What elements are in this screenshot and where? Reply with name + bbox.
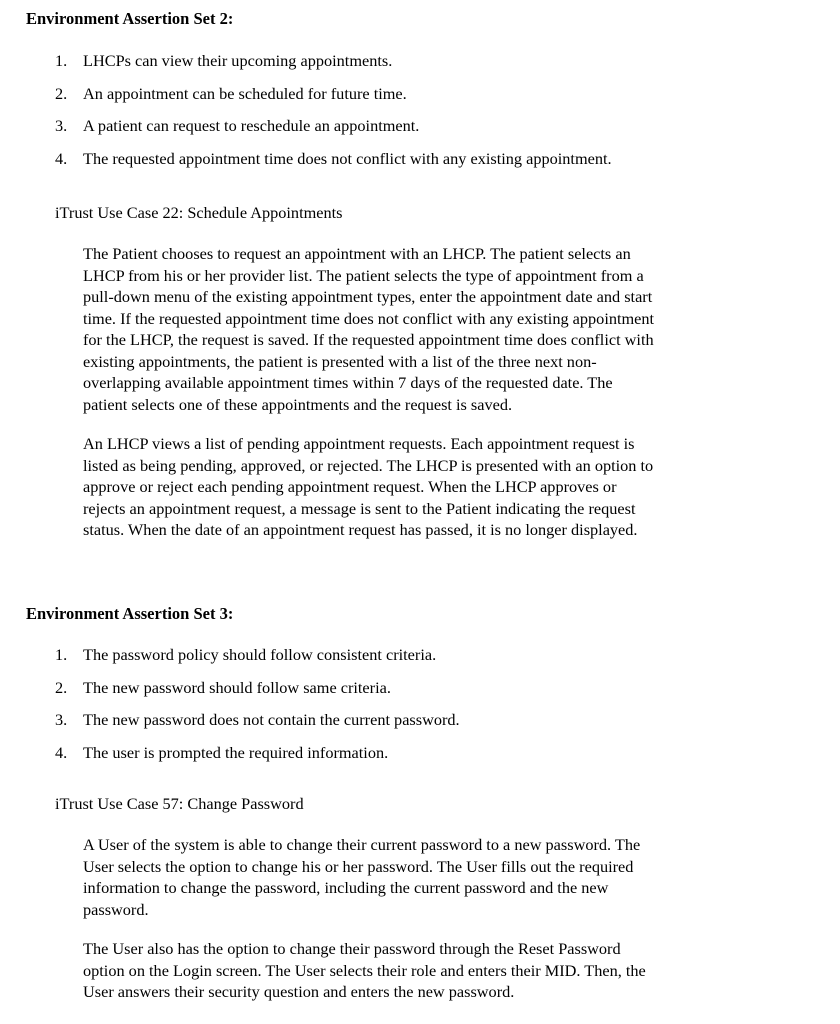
paragraph-line: patient selects one of these appointments and the request is saved. [83, 394, 513, 414]
paragraph-line: option on the Login screen. The User selects their role and enters their MID. Then, the [83, 960, 646, 980]
paragraph-line: listed as being pending, approved, or rejected. The LHCP is presented with an option to [83, 455, 654, 475]
assertion-text: LHCPs can view their upcoming appointments. [83, 51, 393, 70]
assertion-text: A patient can request to reschedule an appointment. [83, 116, 420, 135]
paragraph-line: existing appointments, the patient is presented with a list of the three next non- [83, 351, 597, 371]
assertion-text: The new password does not contain the current password. [83, 710, 460, 729]
assertion-number: 2. [55, 83, 68, 103]
use-case-57-paragraph-1 [83, 834, 753, 920]
use-case-22-body [83, 243, 753, 559]
paragraph-line: rejects an appointment request, a message is sent to the Patient indicating the request [83, 498, 636, 518]
use-case-57-title: iTrust Use Case 57: Change Password [55, 794, 304, 813]
paragraph-line: approve or reject each pending appointment request. When the LHCP approves or [83, 477, 617, 496]
paragraph-line: User answers their security question and enters the new password. [83, 982, 515, 1001]
set3-assertion-1 [55, 644, 460, 677]
set2-assertion-1 [55, 50, 612, 83]
set2-heading: Environment Assertion Set 2: [26, 9, 234, 28]
paragraph-line: User selects the option to change his or her password. The User fills out the required [83, 856, 634, 876]
assertion-text: The user is prompted the required information. [83, 742, 389, 762]
set3-heading: Environment Assertion Set 3: [26, 604, 234, 623]
set2-assertion-list [55, 50, 612, 180]
assertion-text: The requested appointment time does not conflict with any existing appointment. [83, 148, 612, 168]
assertion-number: 1. [55, 645, 68, 664]
set3-assertion-4 [55, 742, 460, 775]
paragraph-line: A User of the system is able to change their current password to a new password. The [83, 835, 641, 854]
use-case-57-body [83, 834, 753, 1021]
assertion-text: The password policy should follow consistent criteria. [83, 645, 437, 664]
set3-assertion-3 [55, 709, 460, 742]
assertion-number: 4. [55, 148, 68, 168]
assertion-number: 1. [55, 51, 68, 70]
assertion-number: 3. [55, 116, 68, 135]
paragraph-line: overlapping available appointment times within 7 days of the requested date. The [83, 373, 613, 392]
assertion-number: 4. [55, 742, 68, 762]
paragraph-line: password. [83, 899, 149, 919]
paragraph-line: LHCP from his or her provider list. The patient selects the type of appointment from a [83, 265, 644, 285]
paragraph-line: for the LHCP, the request is saved. If the requested appointment time does conflict with [83, 330, 654, 349]
paragraph-line: pull-down menu of the existing appointment types, enter the appointment date and start [83, 287, 653, 306]
use-case-57-paragraph-2 [83, 938, 753, 1003]
use-case-22-paragraph-2 [83, 433, 753, 541]
set2-assertion-2 [55, 83, 612, 116]
use-case-22-title: iTrust Use Case 22: Schedule Appointments [55, 203, 343, 222]
paragraph-line: An LHCP views a list of pending appointment requests. Each appointment request is [83, 434, 635, 453]
paragraph-line: time. If the requested appointment time does not conflict with any existing appointment [83, 308, 655, 328]
assertion-number: 2. [55, 677, 68, 697]
set2-assertion-4 [55, 148, 612, 181]
assertion-text: The new password should follow same criteria. [83, 677, 391, 697]
paragraph-line: The Patient chooses to request an appointment with an LHCP. The patient selects an [83, 244, 631, 263]
paragraph-line: status. When the date of an appointment request has passed, it is no longer displayed. [83, 520, 638, 539]
paragraph-line: information to change the password, including the current password and the new [83, 878, 609, 897]
set3-assertion-list [55, 644, 460, 774]
assertion-text: An appointment can be scheduled for future time. [83, 83, 407, 103]
set2-assertion-3 [55, 115, 612, 148]
use-case-22-paragraph-1 [83, 243, 753, 415]
set3-assertion-2 [55, 677, 460, 710]
paragraph-line: The User also has the option to change their password through the Reset Password [83, 939, 621, 958]
assertion-number: 3. [55, 710, 68, 729]
